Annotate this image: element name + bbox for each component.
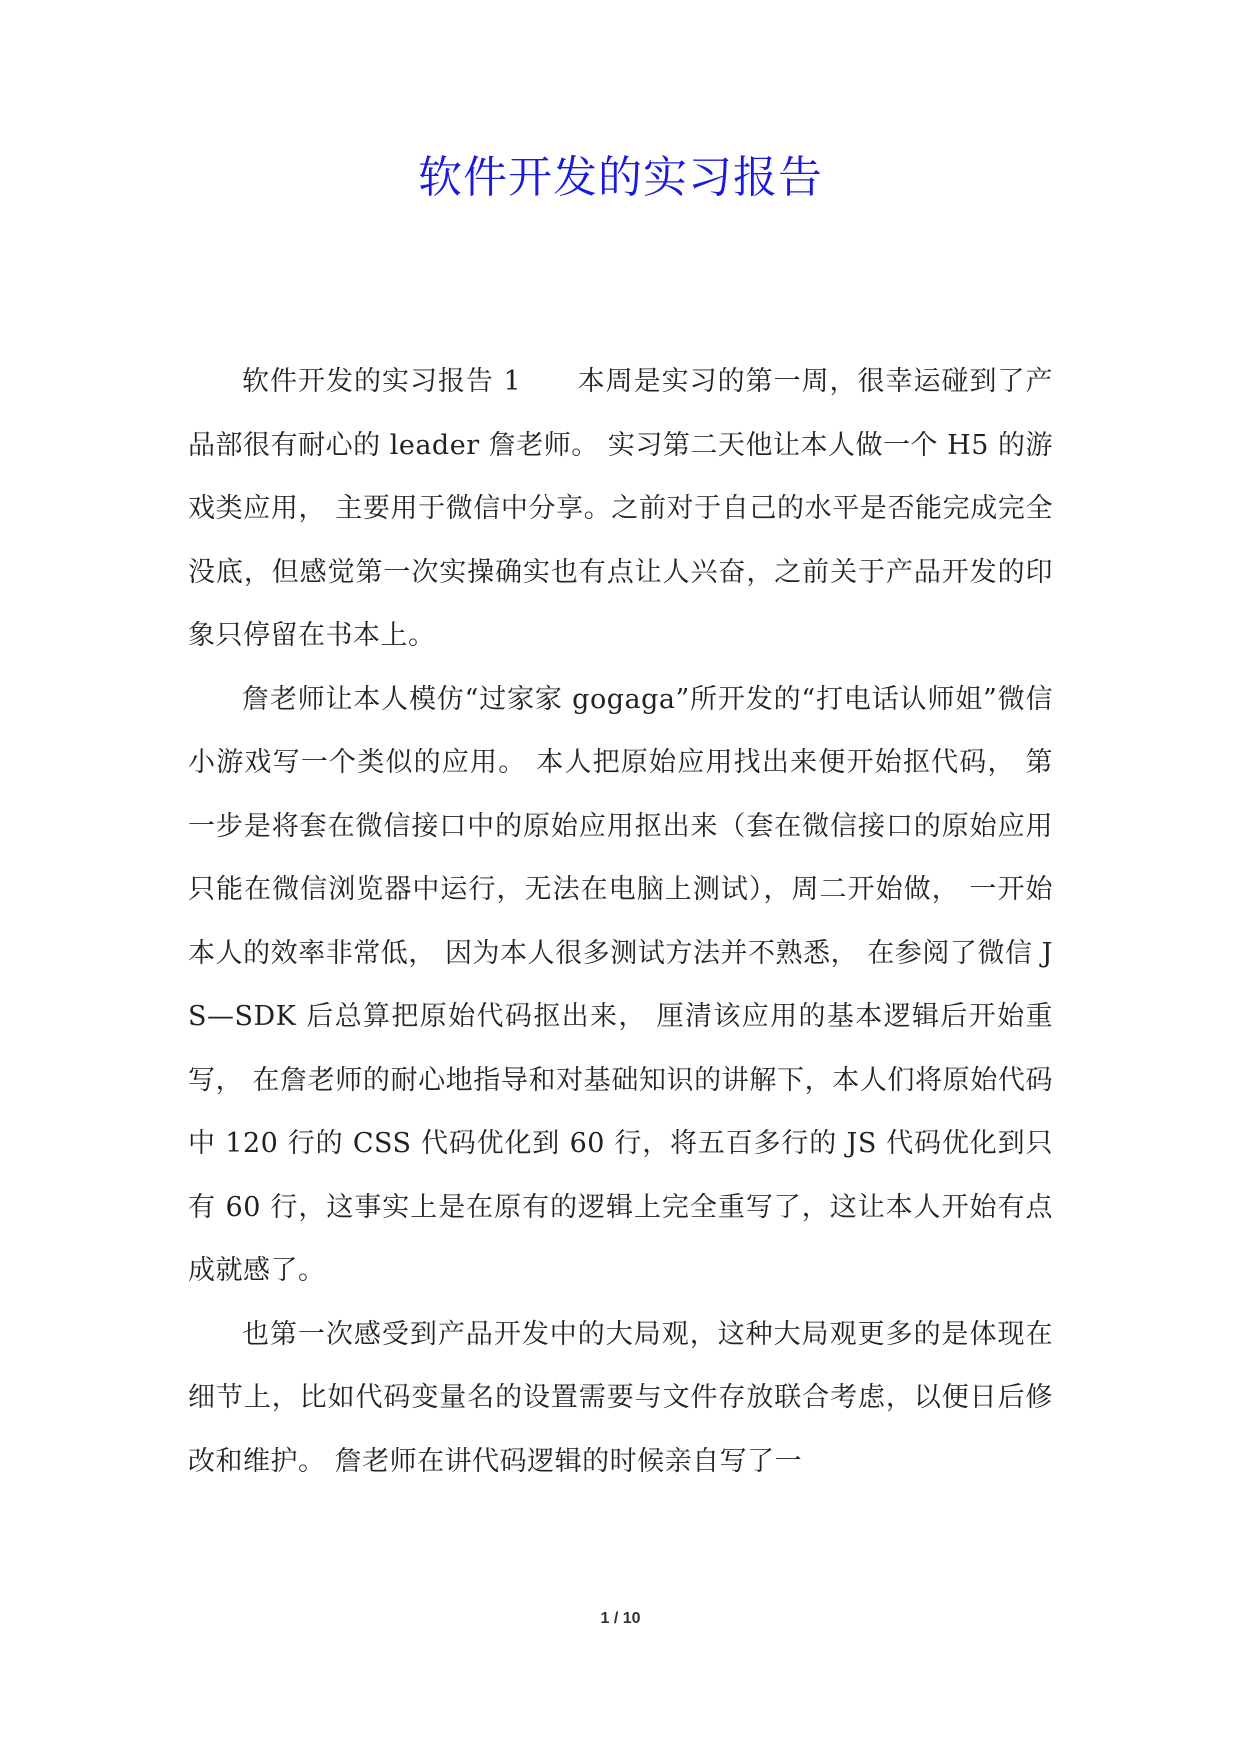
paragraph-3: 也第一次感受到产品开发中的大局观，这种大局观更多的是体现在细节上，比如代码变量名的设置需要与文件存放联合考虑，以便日后修改和维护。 詹老师在讲代码逻辑的时候亲自写了一 <box>188 1318 1053 1477</box>
paragraph-2: 詹老师让本人模仿“过家家 gogaga”所开发的“打电话认师姐”微信小游戏写一个类似的应用。 本人把原始应用找出来便开始抠代码， 第一步是将套在微信接口中的原始应用抠出来（套在微信接口的原始应用只能在微信浏览器中运行，无法在电脑上测试），周二开始做， 一开始本人的效率非常低， 因为本人很多测试方法并不熟悉， 在参阅了微信 JS—SDK 后总算把原始代码抠出来， 厘清该应用的基本逻辑后开始重写， 在詹老师的耐心地指导和对基础知识的讲解下，本人们将原始代码中 120 行的 CSS 代码优化到 60 行，将五百多行的 JS 代码优化到只有 60 行，这事实上是在原有的逻辑上完全重写了，这让本人开始有点成就感了。 <box>188 683 1053 1286</box>
document-body <box>188 350 1053 1493</box>
paragraph-1: 软件开发的实习报告 1 本周是实习的第一周，很幸运碰到了产品部很有耐心的 leader 詹老师。 实习第二天他让本人做一个 H5 的游戏类应用， 主要用于微信中分享。之前对于自己的水平是否能完成完全没底，但感觉第一次实操确实也有点让人兴奋，之前关于产品开发的印象只停留在书本上。 <box>188 366 1053 651</box>
document-title: 软件开发的实习报告 <box>418 152 823 203</box>
page-number: 1 / 10 <box>600 1610 641 1627</box>
